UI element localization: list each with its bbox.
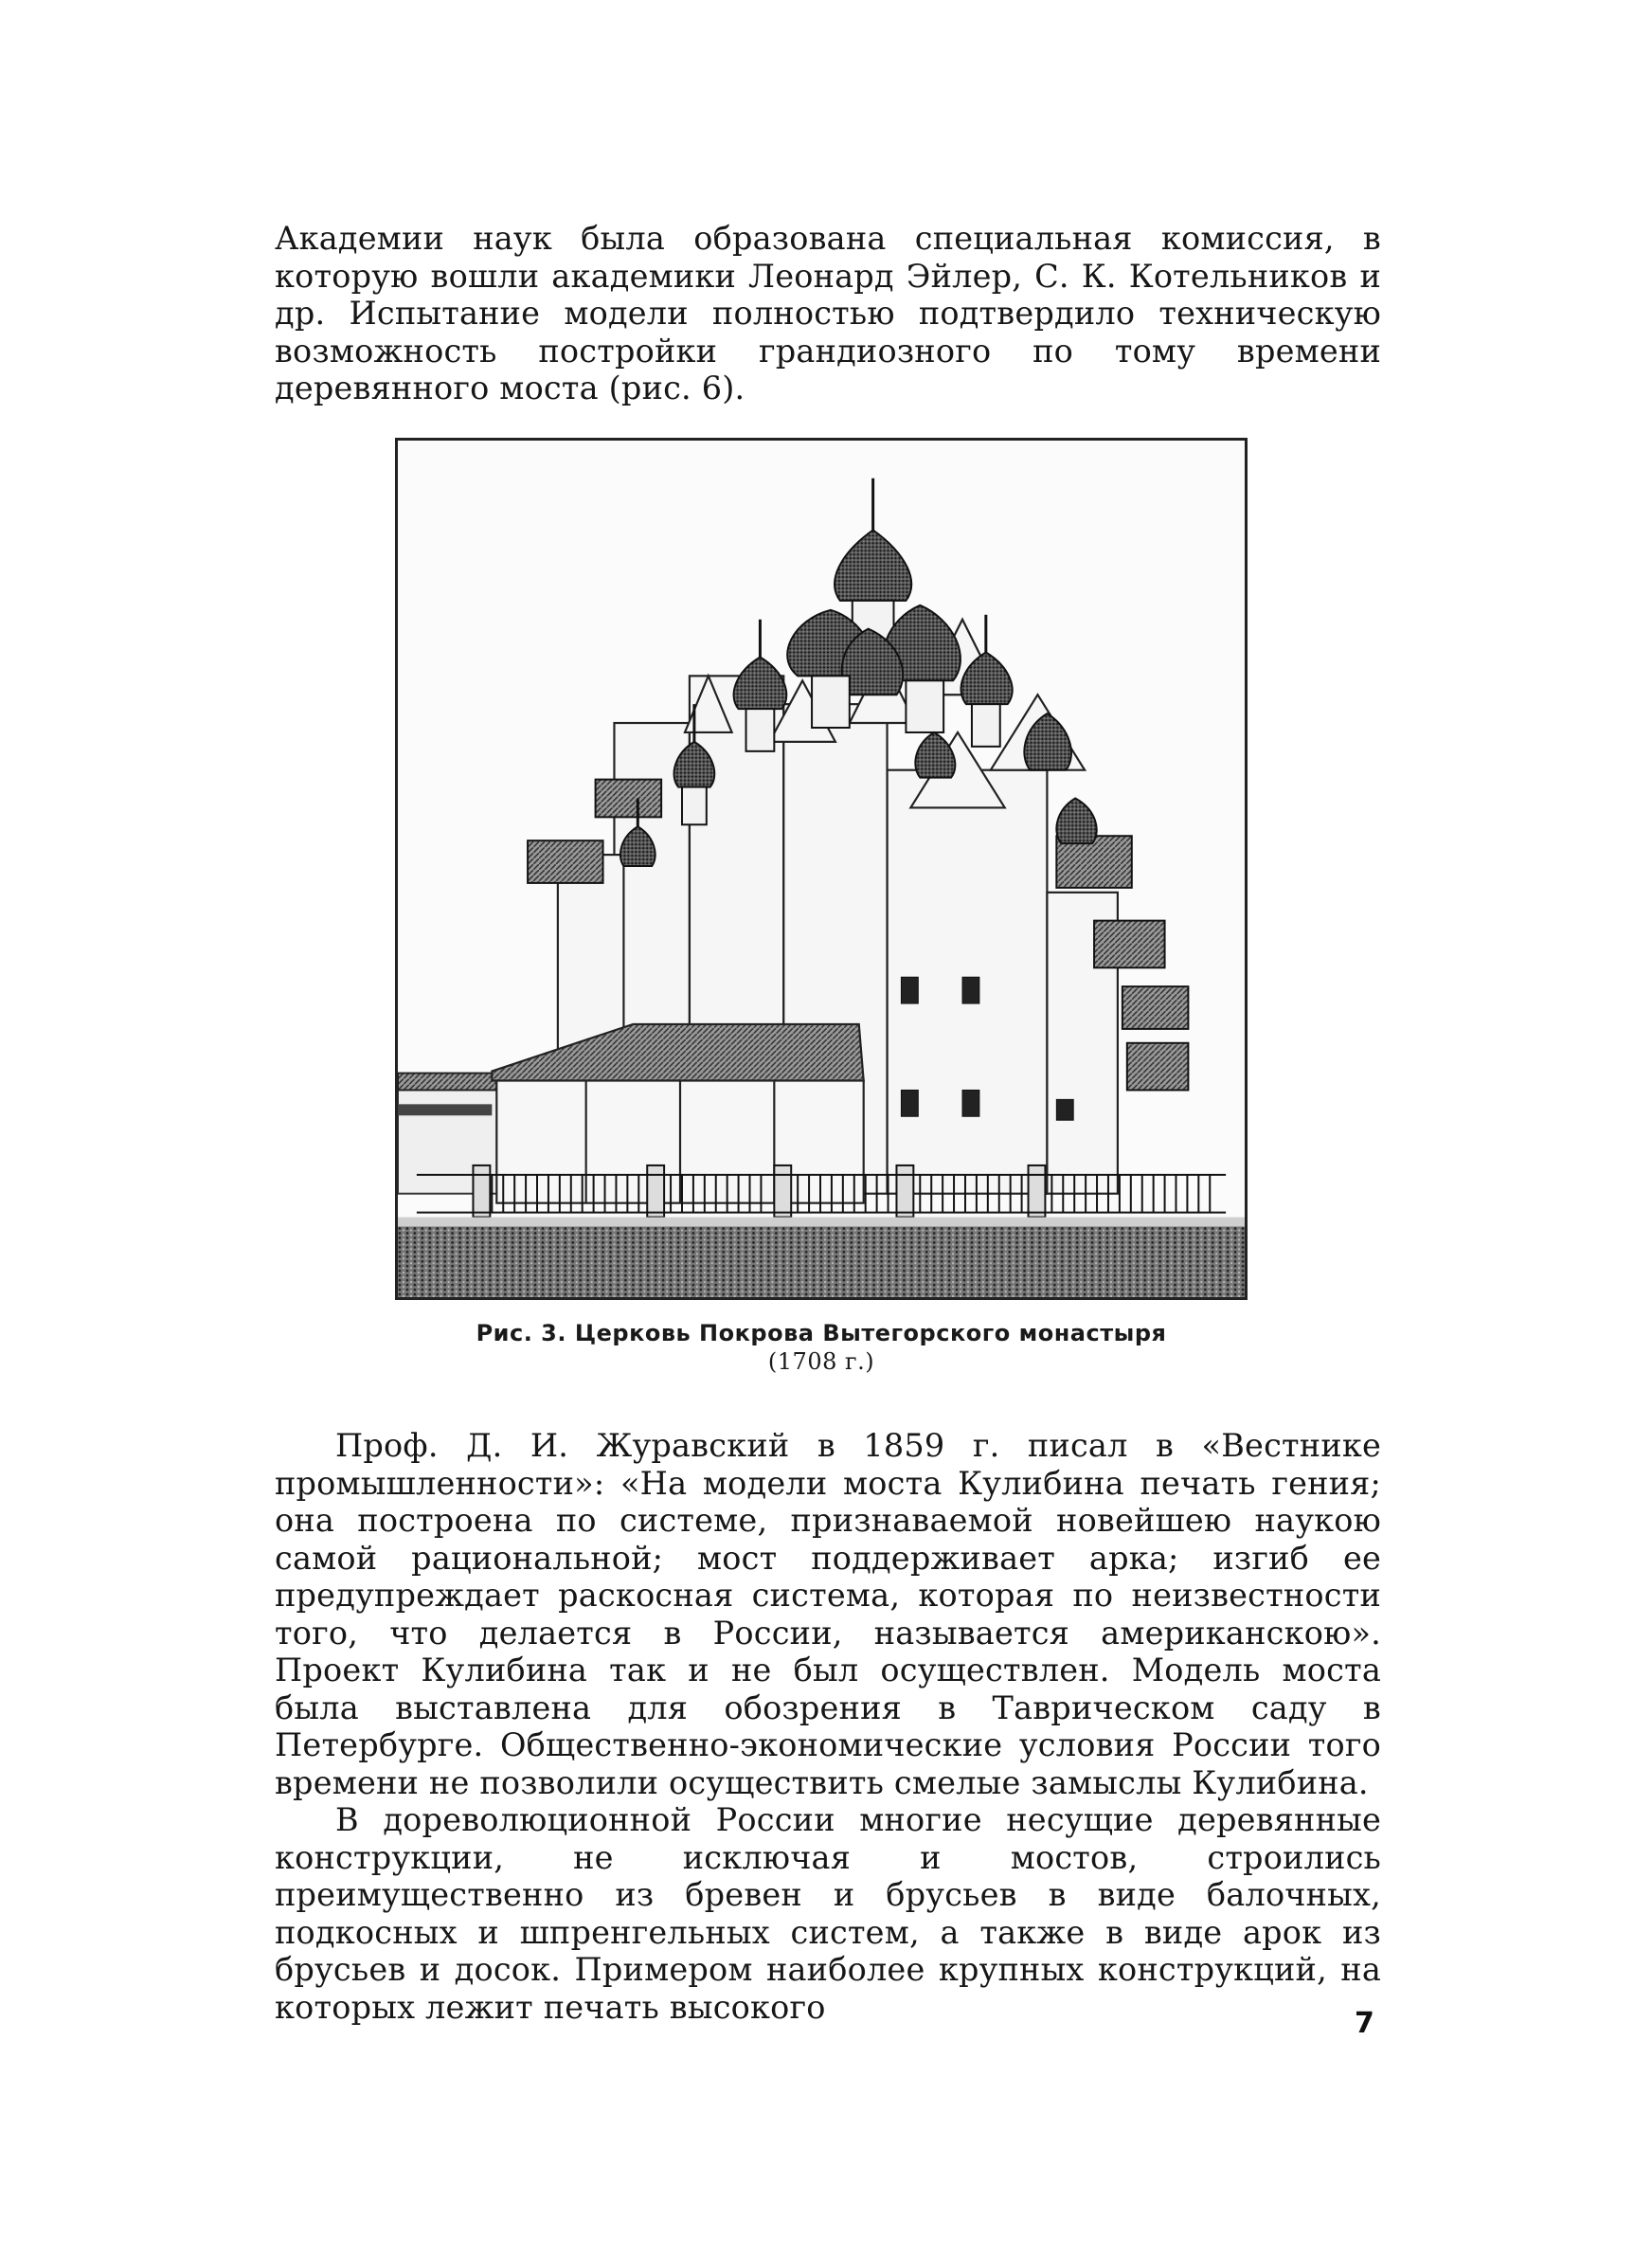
paragraph-prerevolution: В дореволюционной России многие несущие деревянные конструкции, не исключая и мостов, строились преимущественно из бревен и брусьев в виде балочных, подкосных и шпренгельных систем, а также в виде арок из брусьев и досок. Примером наиболее крупных конструкций, на которых лежит печать высокого <box>275 1801 1381 2026</box>
figure-church-illustration <box>395 438 1248 1300</box>
paragraph-zhuravsky-quote: Проф. Д. И. Журавский в 1859 г. писал в «Вестнике промышленности»: «На модели моста Кулибина печать гения; она построена по системе, признаваемой новейшею наукою самой рациональной; мост поддерживает арка; изгиб ее предупреждает раскосная система, которая по неизвестности того, что делается в России, называется американскою». Проект Кулибина так и не был осуществлен. Модель моста была выставлена для обозрения в Таврическом саду в Петербурге. Общественно-экономические условия России того времени не позволили осуществить смелые замыслы Кулибина. <box>275 1427 1381 1801</box>
paragraph-top: Академии наук была образована специальная комиссия, в которую вошли академики Леонард Эйлер, С. К. Котельников и др. Испытание модели полностью подтвердило техническую возможность постройки грандиозного по тому времени деревянного моста (рис. 6). <box>275 220 1381 406</box>
church-drawing <box>398 441 1245 1297</box>
caption-title: Рис. 3. Церковь Покрова Вытегорского монастыря <box>476 1320 1167 1346</box>
text-block-bottom <box>275 1427 1381 2026</box>
figure-caption <box>395 1319 1248 1376</box>
caption-year: (1708 г.) <box>767 1348 875 1375</box>
text-block-top <box>275 220 1381 407</box>
ground <box>398 1222 1245 1297</box>
page-number: 7 <box>1355 2007 1374 2040</box>
